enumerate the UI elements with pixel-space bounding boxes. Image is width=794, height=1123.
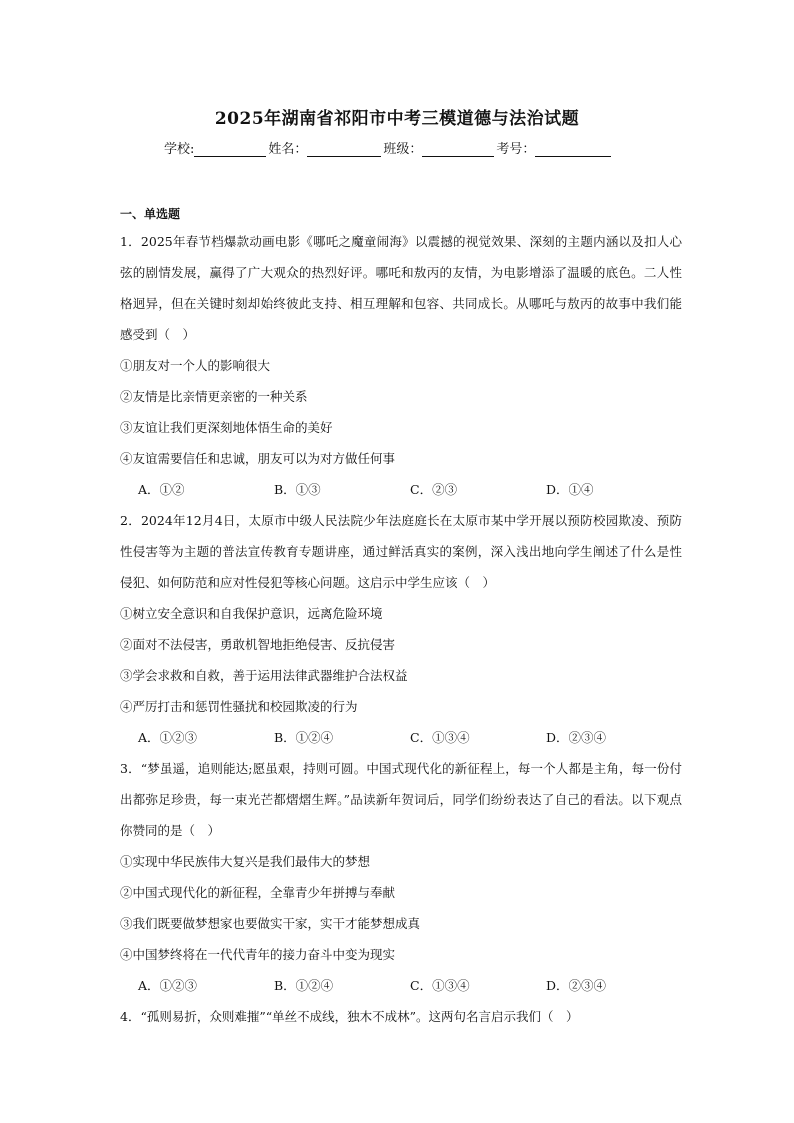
- choice-d: D．①④: [546, 482, 594, 497]
- choice-d: D．②③④: [546, 730, 607, 745]
- statement-item: ②中国式现代化的新征程，全靠青少年拼搏与奉献: [120, 885, 396, 900]
- name-blank: [307, 142, 381, 157]
- answer-choices: [120, 970, 682, 1001]
- exam-number-blank: [535, 142, 611, 157]
- exam-title: 2025年湖南省祁阳市中考三模道德与法治试题: [214, 109, 580, 129]
- choice-d: D．②③④: [546, 978, 607, 993]
- choice-a: A．①②③: [138, 730, 198, 745]
- statement-item: ③友谊让我们更深刻地体悟生命的美好: [120, 420, 333, 435]
- question-stem: 2．2024年12月4日，太原市中级人民法院少年法庭庭长在太原市某中学开展以预防校园欺凌、预防性侵害等为主题的普法宣传教育专题讲座，通过鲜活真实的案例，深入浅出地向学生阐述了什么是性侵犯、如何防范和应对性侵犯等核心问题。这启示中学生应该（ ）: [120, 513, 682, 590]
- statement-item: ④中国梦终将在一代代青年的接力奋斗中变为现实: [120, 947, 396, 962]
- statement-item: ④友谊需要信任和忠诚，朋友可以为对方做任何事: [120, 451, 396, 466]
- statement-item: ③学会求救和自救，善于运用法律武器维护合法权益: [120, 668, 408, 683]
- question-2: [120, 505, 682, 753]
- section-title: 一、单选题: [120, 207, 181, 221]
- statement-item: ①朋友对一个人的影响很大: [120, 358, 271, 373]
- choice-c: C．①③④: [410, 730, 470, 745]
- exam-number-label: 考号：: [496, 142, 536, 157]
- student-info-line: [164, 138, 644, 157]
- class-blank: [422, 142, 494, 157]
- choice-a: A．①②③: [138, 978, 198, 993]
- statement-item: ③我们既要做梦想家也要做实干家，实干才能梦想成真: [120, 916, 421, 931]
- answer-choices: [120, 474, 682, 505]
- questions-area: [120, 226, 682, 1032]
- question-3: [120, 753, 682, 1001]
- question-stem: 4．“孤则易折，众则难摧”“单丝不成线，独木不成林”。这两句名言启示我们（ ）: [120, 1009, 579, 1024]
- statement-item: ②面对不法侵害，勇敢机智地拒绝侵害、反抗侵害: [120, 637, 396, 652]
- statement-item: ①树立安全意识和自我保护意识，远离危险环境: [120, 606, 383, 621]
- statement-item: ④严厉打击和惩罚性骚扰和校园欺凌的行为: [120, 699, 358, 714]
- statement-item: ②友情是比亲情更亲密的一种关系: [120, 389, 308, 404]
- choice-a: A．①②: [138, 482, 185, 497]
- question-1: [120, 226, 682, 505]
- choice-b: B．①③: [274, 482, 321, 497]
- class-label: 班级：: [383, 142, 423, 157]
- school-blank: [194, 142, 266, 157]
- question-4: [120, 1001, 682, 1032]
- school-label: 学校:: [164, 142, 195, 157]
- question-stem: 3．“梦虽遥，追则能达;愿虽艰，持则可圆。中国式现代化的新征程上，每一个人都是主角，每一份付出都弥足珍贵，每一束光芒都熠熠生辉。”品读新年贺词后，同学们纷纷表达了自己的看法。以下观点你赞同的是（ ）: [120, 761, 682, 838]
- choice-b: B．①②④: [274, 730, 334, 745]
- choice-c: C．②③: [410, 482, 458, 497]
- question-stem: 1．2025年春节档爆款动画电影《哪吒之魔童闹海》以震撼的视觉效果、深刻的主题内涵以及扣人心弦的剧情发展，赢得了广大观众的热烈好评。哪吒和敖丙的友情，为电影增添了温暖的底色。二人性格迥异，但在关键时刻却始终彼此支持、相互理解和包容、共同成长。从哪吒与敖丙的故事中我们能感受到（ ）: [120, 234, 682, 342]
- choice-c: C．①③④: [410, 978, 470, 993]
- statement-item: ①实现中华民族伟大复兴是我们最伟大的梦想: [120, 854, 371, 869]
- choice-b: B．①②④: [274, 978, 334, 993]
- answer-choices: [120, 722, 682, 753]
- name-label: 姓名：: [268, 142, 308, 157]
